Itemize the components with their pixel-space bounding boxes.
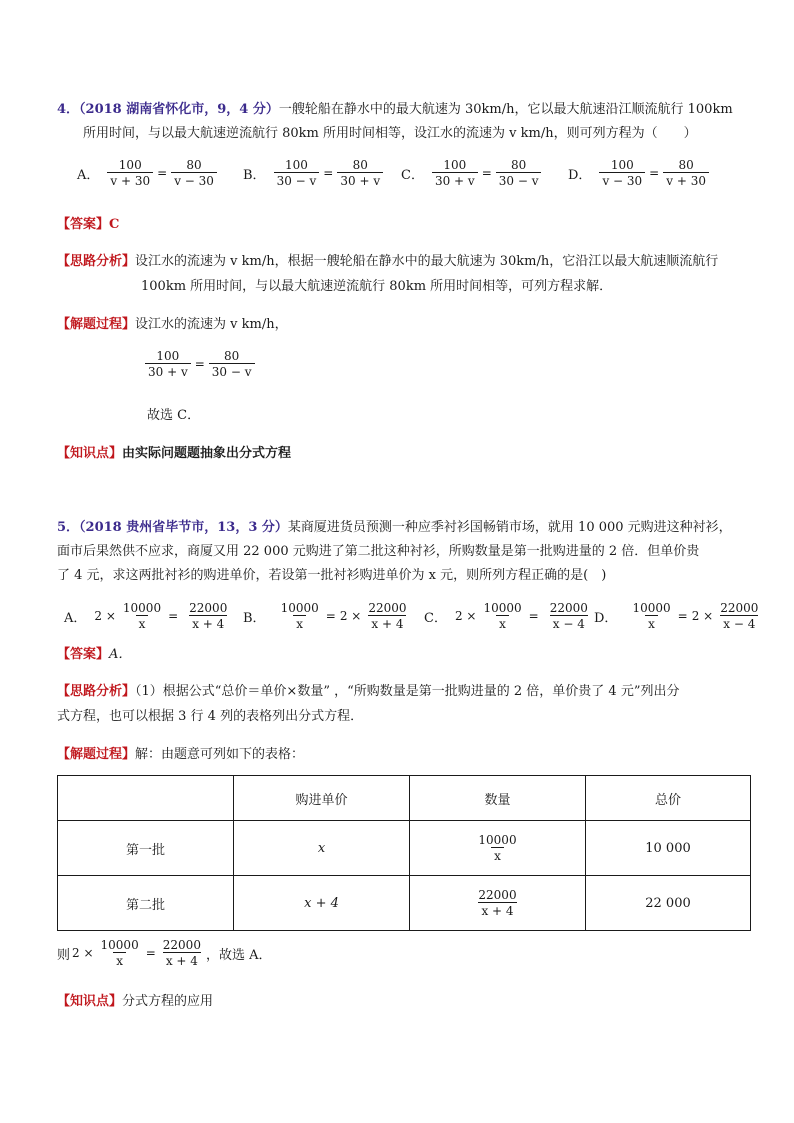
q4-option-d: D． $\frac{100}{v - 30}$ = $\frac{80}{v + 30}$ [568,158,711,188]
table-header-cell: 数量 [410,776,586,821]
table-header-cell: 总价 [586,776,751,821]
q4-a-right-frac: $\frac{80}{v - 30}$ [171,158,217,188]
q5-analysis-line2: 式方程，也可以根据 3 行 4 列的表格列出分式方程． [57,709,364,724]
table-cell: $\frac{10000}{x}$ [410,821,586,876]
q5-final-equation: 则 2 × $\frac{10000}{x}$ = $\frac{22000}{x + 4}$ ，故选 A． [57,938,272,968]
q5-number: 5． [57,520,80,535]
q4-analysis-line1: 【思路分析】设江水的流速为 v km/h，根据一艘轮船在静水中的最大航速为 30km/h，它沿江以最大航速顺流航行 [57,254,719,269]
table-header-row [58,776,751,821]
table-cell: 10 000 [586,821,751,876]
q5-source: （2018 贵州省毕节市，13，3 分） [79,520,288,535]
q4-d-right-frac: $\frac{80}{v + 30}$ [663,158,709,188]
q5-option-a: A． 2 × $\frac{10000}{x}$ = $\frac{22000}{x + 4}$ [64,601,228,631]
table-header-cell: 购进单价 [234,776,410,821]
table-cell: 第二批 [58,876,234,931]
q4-conclusion: 故选 C． [147,408,201,423]
q4-answer-tag: 【答案】 [57,217,110,232]
q4-stem-line2: 所用时间，与以最大航速逆流航行 80km 所用时间相等，设江水的流速为 v km/h，则可列方程为（ ） [83,126,697,141]
q5-answer-tag: 【答案】 [57,647,110,662]
q4-sol-right-frac: $\frac{80}{30 - v}$ [209,349,255,379]
q5-analysis-tag: 【思路分析】 [57,684,136,699]
q4-knowledge-tag: 【知识点】 [57,446,123,461]
q4-sol-left-frac: $\frac{100}{30 + v}$ [145,349,191,379]
q4-answer-value: C [109,217,120,232]
q4-solution-tag: 【解题过程】 [57,317,136,332]
q4-analysis-line2: 100km 所用时间，与以最大航速逆流航行 80km 所用时间相等，可列方程求解． [141,279,613,294]
q4-a-left-frac: $\frac{100}{v + 30}$ [107,158,153,188]
q4-d-left-frac: $\frac{100}{v - 30}$ [599,158,645,188]
q5-option-d: D． $\frac{10000}{x}$ = 2 × $\frac{22000}{x - 4}$ [594,601,759,631]
q4-stem-text1: 一艘轮船在静水中的最大航速为 30km/h，它以最大航速沿江顺流航行 100km [278,102,733,117]
q5-stem-line2: 面市后果然供不应求，商厦又用 22 000 元购进了第二批这种衬衫，所购数量是第一批购进量的 2 倍．但单价贵 [57,544,700,559]
q5-knowledge: 【知识点】分式方程的应用 [57,994,214,1009]
q4-knowledge: 【知识点】由实际问题题抽象出分式方程 [57,446,292,461]
q5-knowledge-tag: 【知识点】 [57,994,123,1009]
purchase-table [57,775,751,931]
q5-analysis-line1: 【思路分析】（1）根据公式“总价＝单价×数量” ，“所购数量是第一批购进量的 2 倍，单价贵了 4 元”列出分 [57,684,680,699]
table-row [58,876,751,931]
q4-b-left-frac: $\frac{100}{30 - v}$ [274,158,320,188]
table-row [58,821,751,876]
table-cell: 22 000 [586,876,751,931]
table-cell: $\frac{22000}{x + 4}$ [410,876,586,931]
q5-answer-value: A． [109,647,132,662]
table-cell: x + 4 [234,876,410,931]
table-cell: 第一批 [58,821,234,876]
q4-solution-equation: $\frac{100}{30 + v}$ = $\frac{80}{30 - v}$ [143,349,257,379]
q4-answer [57,213,119,232]
q5-option-c: C． 2 × $\frac{10000}{x}$ = $\frac{22000}{x - 4}$ [424,601,588,631]
q5-solution: 【解题过程】解：由题意可列如下的表格： [57,747,305,762]
q4-option-c: C． $\frac{100}{30 + v}$ = $\frac{80}{30 - v}$ [401,158,543,188]
q5-stem-line1: 5．（2018 贵州省毕节市，13，3 分）某商厦进货员预测一种应季衬衫国畅销市场，就用 10 000 元购进这种衬衫， [57,520,732,535]
table-header-cell [58,776,234,821]
q4-option-a: A． $\frac{100}{v + 30}$ = $\frac{80}{v - 30}$ [77,158,219,188]
q4-stem-line1 [57,98,733,117]
q5-answer [57,643,131,662]
q4-c-left-frac: $\frac{100}{30 + v}$ [432,158,478,188]
q5-stem-line3: 了 4 元，求这两批衬衫的购进单价，若设第一批衬衫购进单价为 x 元，则所列方程正确的是( ) [57,568,607,583]
q4-solution: 【解题过程】设江水的流速为 v km/h， [57,317,288,332]
q4-b-right-frac: $\frac{80}{30 + v}$ [337,158,383,188]
table-cell: x [234,821,410,876]
q4-number: 4． [57,102,80,117]
q5-option-b: B． $\frac{10000}{x}$ = 2 × $\frac{22000}{x + 4}$ [243,601,407,631]
q5-solution-tag: 【解题过程】 [57,747,136,762]
q4-option-b: B． $\frac{100}{30 - v}$ = $\frac{80}{30 + v}$ [243,158,385,188]
q4-c-right-frac: $\frac{80}{30 - v}$ [496,158,542,188]
q4-analysis-tag: 【思路分析】 [57,254,136,269]
q4-source: （2018 湖南省怀化市，9，4 分） [79,102,279,117]
